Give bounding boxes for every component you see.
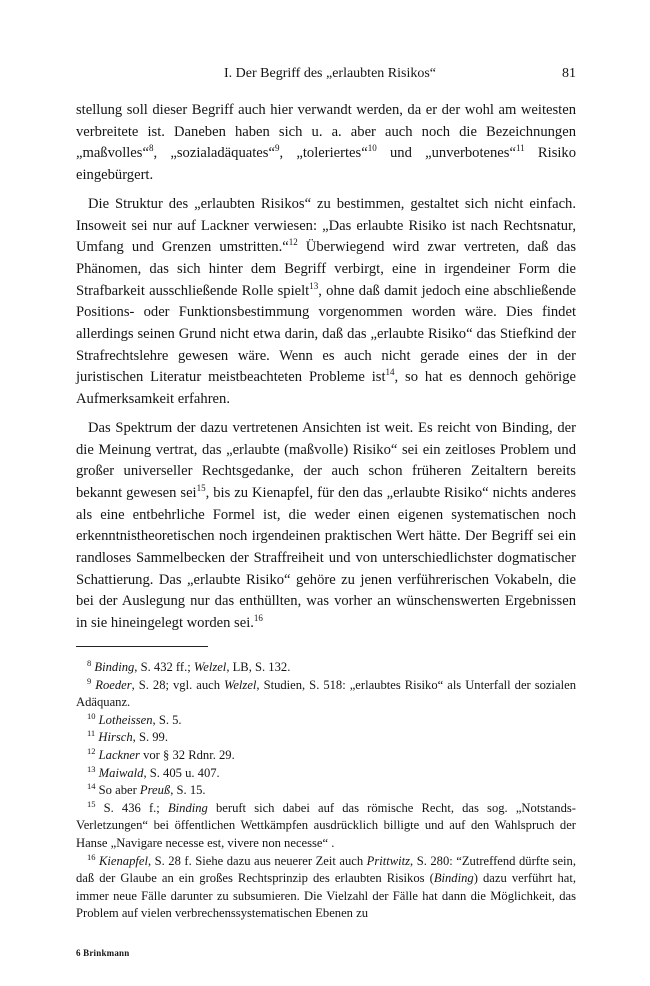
footnote-number: 14 [87,781,96,792]
footnote-marker: 9 [274,143,280,154]
running-title: I. Der Begriff des „erlaubten Risikos“ [224,66,437,81]
footnote-marker: 15 [196,482,206,493]
footnote-12 [76,747,576,765]
footnote-marker: 8 [148,143,154,154]
footnote-number: 11 [87,728,96,739]
footnote-number: 13 [87,763,96,774]
footnote-text: Lackner vor § 32 Rdnr. 29. [98,747,235,762]
running-header [76,66,576,88]
printer-signature: 6 Brinkmann [76,948,130,958]
footnote-15 [76,800,576,853]
body-paragraph: Die Struktur des „erlaubten Risikos“ zu bestimmen, gestaltet sich nicht einfach. Insoweit sei nur auf Lackner verwiesen: „Das erlaubte Risiko ist nach Rechtsnatur, Umfang und Grenzen umstritten.“$^{12}$ Überwiegend wird zwar vertreten, daß das Phänomen, das sich hinter dem Begriff verbirgt, eine in irgendeiner Form die Strafbarkeit ausschließende Rolle spielt$^{13}$, ohne daß damit jedoch eine abschließende Positions- oder Funktionsbestimmung vorgenommen worden wäre. Dies findet allerdings seinen Grund nicht etwa darin, daß das „erlaubte Risiko“ das Stiefkind der Strafrechtslehre gewesen wäre. Wenn es auch nicht gerade eines der in der juristischen Literatur meistbeachteten Probleme ist$^{14}$, so hat es dennoch gehörige Aufmerksamkeit erfahren. [76,195,576,408]
footnote-9 [76,677,576,712]
footnote-marker: 12 [288,237,298,248]
footnote-text: Hirsch, S. 99. [98,730,168,745]
footnote-11 [76,729,576,747]
footnote-number: 9 [87,675,92,686]
footnote-14 [76,782,576,800]
footnote-marker: 13 [309,280,319,291]
footnotes [76,659,576,923]
footnote-separator [76,646,208,647]
footnote-number: 10 [87,710,96,721]
footnote-marker: 11 [515,143,525,154]
footnote-number: 16 [87,851,96,862]
footnote-text: Maiwald, S. 405 u. 407. [98,765,220,780]
footnote-marker: 16 [253,613,263,624]
footnote-text: So aber Preuß, S. 15. [95,783,206,798]
footnote-number: 12 [87,745,96,756]
footnote-text: S. 436 f.; Binding beruft sich dabei auf das römische Recht, das sog. „Notstands-Verletzungen“ bei öffentlichen Wettkämpfen ausdrücklich billigte und auf den Wahlspruch der Hanse „Navigare necesse est, vivere non necesse“ . [76,800,576,850]
footnote-marker: 10 [367,143,377,154]
footnote-8 [76,659,576,677]
body-paragraph: Das Spektrum der dazu vertretenen Ansichten ist weit. Es reicht von Binding, der die Meinung vertrat, das „erlaubte (maßvolle) Risiko“ sei ein zeitloses Problem und großer universeller Rechtsgedanke, der auch schon früheren Zeitaltern bereits bekannt gewesen sei$^{15}$, bis zu Kienapfel, für den das „erlaubte Risiko“ nichts anderes als eine entbehrliche Formel ist, die weder einen eigenen systematischen noch erkenntnistheoretischen noch irgendeinen praktischen Wert hätte. Der Begriff sei ein randloses Sammelbecken der Straffreiheit und von unterschiedlichster dogmatischer Schattierung. Das „erlaubte Risiko“ gehöre zu jenen verführerischen Vokabeln, die bei der Auslegung nur das enthüllten, was vorher an wünschenswerten Ergebnissen in sie hineingelegt worden sei.$^{16}$ [76,419,577,632]
footnote-13 [76,765,576,783]
body-paragraph: stellung soll dieser Begriff auch hier verwandt werden, da er der wohl am weitesten verbreitete ist. Daneben haben sich u. a. aber auch noch die Bezeichnungen „maßvolles“$^8$, „sozialadäquates“$^9$, „toleriertes“$^{10}$ und „unverbotenes“$^{11}$ Risiko eingebürgert. [76,102,577,184]
page-number: 81 [562,66,576,81]
main-text [76,100,576,635]
footnote-10 [76,712,576,730]
footnote-text: Binding, S. 432 ff.; Welzel, LB, S. 132. [94,660,291,674]
footnote-text: Roeder, S. 28; vgl. auch Welzel, Studien, S. 518: „erlaubtes Risiko“ als Unterfall der sozialen Adäquanz. [76,677,576,710]
footnote-16 [76,853,576,923]
footnote-text: Lotheissen, S. 5. [98,712,182,727]
footnote-marker: 14 [385,367,395,378]
footnote-text: Kienapfel, S. 28 f. Siehe dazu aus neuerer Zeit auch Prittwitz, S. 280: “Zutreffend dürfte sein, daß der Glaube an ein großes Rechtsprinzip des erlaubten Risikos (Binding) dazu verführt hat, immer neue Fälle darunter zu subsumieren. Die Vielzahl der Fälle hat dann die Möglichkeit, das Problem auf vielen verbrechenssystematischen Ebenen zu [76,853,576,921]
footnote-number: 15 [87,798,96,809]
footnote-number: 8 [87,658,92,668]
